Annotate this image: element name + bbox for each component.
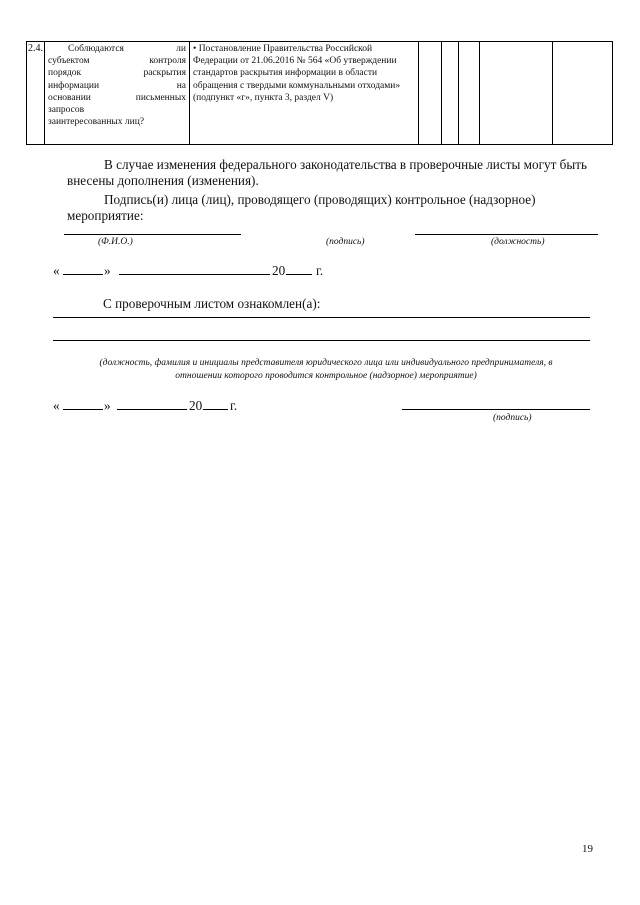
date2-month-line xyxy=(117,409,187,410)
question-line: запросов xyxy=(48,105,85,116)
label-fio: (Ф.И.О.) xyxy=(98,237,133,247)
question-line: порядок раскрытия xyxy=(48,68,186,79)
date2-year-prefix: 20 xyxy=(189,398,203,413)
label-signature-2: (подпись) xyxy=(493,413,532,423)
representative-caption-line1: (должность, фамилия и инициалы представителя юридического лица или индивидуального предпринимателя, в xyxy=(99,358,553,368)
date-quote-close: » xyxy=(104,263,111,278)
answer-cell-no xyxy=(442,42,459,145)
checklist-table xyxy=(26,41,613,145)
date2-year-line xyxy=(203,409,228,410)
date2-quote-close: » xyxy=(104,398,111,413)
acquainted-line-2 xyxy=(53,340,590,341)
acquainted-line-1 xyxy=(53,317,590,318)
date2-year-suffix: г. xyxy=(230,398,238,413)
date-quote-open: « xyxy=(53,263,60,278)
position-line xyxy=(415,234,598,235)
paragraph-amendments-line1: В случае изменения федерального законодательства в проверочные листы могут быть xyxy=(104,157,587,172)
date-day-line xyxy=(63,274,103,275)
page-number: 19 xyxy=(582,843,593,855)
row-legal-reference: • Постановление Правительства Российской Федерации от 21.06.2016 № 564 «Об утверждении стандартов раскрытия информации в области обращения с твердыми коммунальными отходами» (подпункт «г», пункта 3, раздел V) xyxy=(190,42,419,145)
row-question xyxy=(45,42,190,145)
answer-cell-yes xyxy=(419,42,442,145)
question-line: заинтересованных лиц? xyxy=(48,117,145,128)
extra-cell xyxy=(553,42,613,145)
paragraph-amendments-line2: внесены дополнения (изменения). xyxy=(67,173,259,188)
note-cell xyxy=(480,42,553,145)
question-line: информации на xyxy=(48,80,186,91)
row-number: 2.4. xyxy=(27,42,45,145)
fio-line xyxy=(64,234,241,235)
signature2-line xyxy=(402,409,590,410)
paragraph-signatures-line1: Подпись(и) лица (лиц), проводящего (проводящих) контрольное (надзорное) xyxy=(104,192,536,207)
acquainted-label: С проверочным листом ознакомлен(а): xyxy=(103,296,321,311)
label-position: (должность) xyxy=(491,237,545,247)
question-line: основании письменных xyxy=(48,92,186,103)
date2-day-line xyxy=(63,409,103,410)
date-year-prefix: 20 xyxy=(272,263,286,278)
table-row xyxy=(27,42,613,145)
answer-cell-na xyxy=(459,42,480,145)
date-year-suffix: г. xyxy=(316,263,324,278)
date-month-line xyxy=(119,274,270,275)
representative-caption-line2: отношении которого проводится контрольное (надзорное) мероприятие) xyxy=(175,371,477,381)
label-signature: (подпись) xyxy=(326,237,365,247)
paragraph-signatures-line2: мероприятие: xyxy=(67,208,144,223)
question-line: Соблюдаются ли xyxy=(68,44,186,54)
date-year-line xyxy=(286,274,312,275)
date2-quote-open: « xyxy=(53,398,60,413)
question-line: субъектом контроля xyxy=(48,56,186,67)
